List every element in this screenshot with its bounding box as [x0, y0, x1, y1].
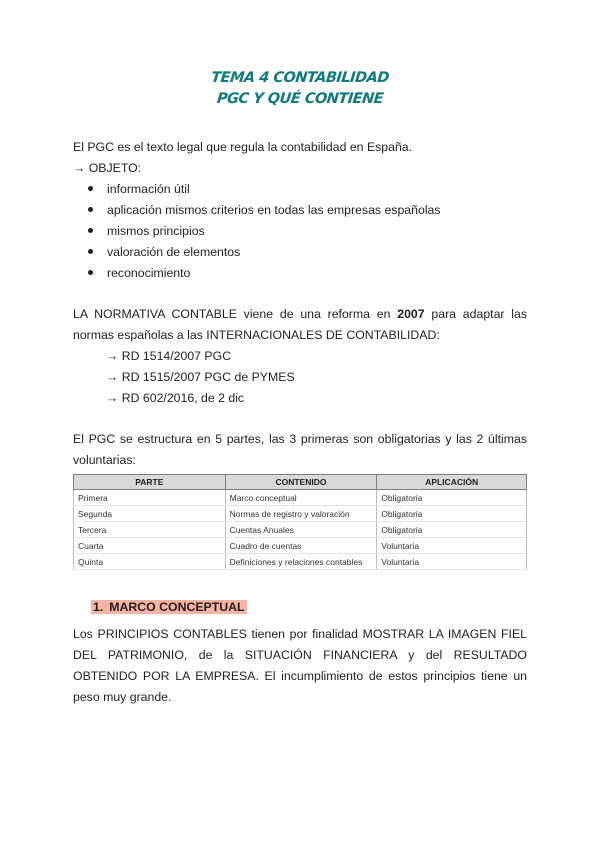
intro-text: El PGC es el texto legal que regula la contabilidad en España. — [73, 140, 413, 154]
table-row — [74, 538, 527, 554]
normativa-text-b: para adaptar las — [431, 307, 528, 321]
cell-aplicacion: Obligatoria — [377, 506, 527, 522]
table-row — [74, 506, 527, 522]
bullet-dot-icon — [88, 207, 93, 212]
bullet-dot-icon — [88, 249, 93, 254]
column-header-contenido: CONTENIDO — [225, 475, 377, 490]
bullet-dot-icon — [88, 186, 93, 191]
cell-contenido: Cuentas Anuales — [225, 522, 377, 538]
rd-item: → RD 1515/2007 PGC de PYMES — [106, 370, 295, 384]
cell-contenido: Cuadro de cuentas — [225, 538, 377, 554]
doc-title-line1: TEMA 4 CONTABILIDAD — [210, 70, 390, 86]
cell-aplicacion: Voluntaria — [377, 538, 527, 554]
bullet-dot-icon — [88, 270, 93, 275]
bullet-text: mismos principios — [107, 224, 205, 238]
table-row — [74, 554, 527, 570]
section-title: MARCO CONCEPTUAL — [109, 600, 245, 614]
normativa-year: 2007 — [397, 307, 425, 321]
bullet-text: valoración de elementos — [107, 245, 241, 259]
bullet-text: aplicación mismos criterios en todas las empresas españolas — [107, 203, 441, 217]
cell-parte: Quinta — [74, 554, 226, 570]
column-header-parte: PARTE — [74, 475, 226, 490]
cell-parte: Primera — [74, 490, 226, 506]
bullet-item — [88, 245, 240, 259]
parts-table — [73, 474, 527, 570]
rd-item: → RD 602/2016, de 2 dic — [106, 391, 245, 405]
cell-contenido: Marco conceptual — [225, 490, 377, 506]
bullet-dot-icon — [88, 228, 93, 233]
normativa-text-a: LA NORMATIVA CONTABLE viene de una reforma en — [73, 307, 391, 321]
bullet-item — [88, 182, 190, 196]
cell-parte: Segunda — [74, 506, 226, 522]
rd-item: → RD 1514/2007 PGC — [106, 349, 232, 363]
bullet-text: información útil — [107, 182, 190, 196]
normativa-line2: normas españolas a las INTERNACIONALES DE CONTABILIDAD: — [73, 328, 440, 342]
table-row — [74, 522, 527, 538]
section-body-text: Los PRINCIPIOS CONTABLES tienen por finalidad MOSTRAR LA IMAGEN FIEL DEL PATRIMONIO, de la SITUACIÓN FINANCIERA y del RESULTADO OBTENIDO POR LA EMPRESA. El incumplimiento de estos principios tiene un peso muy grande. — [73, 627, 527, 704]
cell-parte: Cuarta — [74, 538, 226, 554]
cell-contenido: Definiciones y relaciones contables — [225, 554, 377, 570]
cell-aplicacion: Obligatoria — [377, 490, 527, 506]
cell-aplicacion: Obligatoria — [377, 522, 527, 538]
table-row — [74, 490, 527, 506]
bullet-item — [88, 266, 190, 280]
bullet-item — [88, 224, 205, 238]
column-header-aplicacion: APLICACIÓN — [377, 475, 527, 490]
cell-aplicacion: Voluntaria — [377, 554, 527, 570]
table-header-row — [74, 475, 527, 490]
cell-parte: Tercera — [74, 522, 226, 538]
section-heading-marco-conceptual — [91, 600, 247, 614]
section-number: 1. — [93, 600, 104, 614]
estructura-line2: voluntarias: — [73, 453, 136, 467]
doc-title-line2: PGC Y QUÉ CONTIENE — [216, 91, 384, 107]
bullet-text: reconocimiento — [107, 266, 191, 280]
cell-contenido: Normas de registro y valoración — [225, 506, 377, 522]
estructura-line1: El PGC se estructura en 5 partes, las 3 primeras son obligatorias y las 2 últimas — [73, 432, 527, 446]
normativa-line1 — [73, 307, 527, 321]
objeto-label: → OBJETO: — [73, 161, 142, 175]
bullet-item — [88, 203, 441, 217]
